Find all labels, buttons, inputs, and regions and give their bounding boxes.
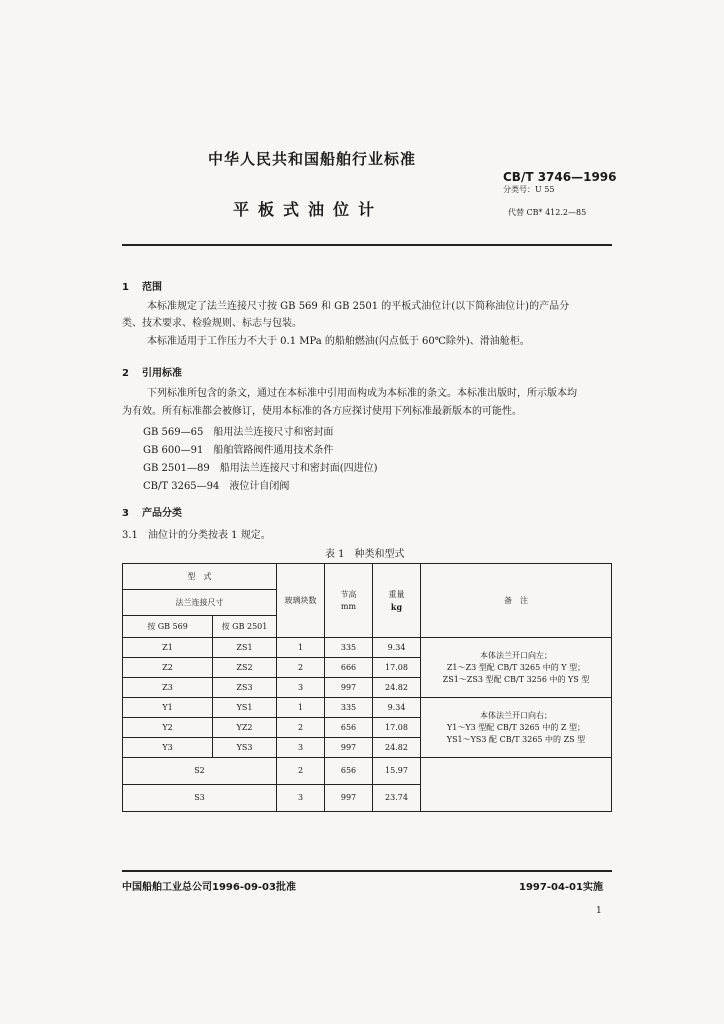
paragraph: 为有效。所有标准都会被修订，使用本标准的各方应探讨使用下列标准最新版本的可能性。 xyxy=(122,406,522,417)
cell-weight: 17.08 xyxy=(373,718,421,738)
pitch-unit: mm xyxy=(340,601,357,611)
cell-gb569: Y1 xyxy=(123,698,213,718)
cell-gb569: Y3 xyxy=(123,738,213,758)
weight-label: 重量 xyxy=(388,589,405,599)
header-notes: 备 注 xyxy=(421,564,612,638)
section-number: 2 xyxy=(122,368,129,379)
standard-code: CB/T 3746—1996 xyxy=(503,170,617,184)
cell-glass: 2 xyxy=(277,718,325,738)
cell-glass: 2 xyxy=(277,758,325,785)
paragraph: 下列标准所包含的条文，通过在本标准中引用而构成为本标准的条文。本标准出版时，所示版本均 xyxy=(147,388,577,399)
issuing-body: 中华人民共和国船舶行业标准 xyxy=(208,150,417,168)
table-row xyxy=(123,698,612,718)
effective-date: 1997-04-01实施 xyxy=(519,882,603,893)
section-title: 产品分类 xyxy=(142,508,182,519)
reference-item: CB/T 3265—94 液位计自闭阀 xyxy=(143,481,290,492)
cell-glass: 1 xyxy=(277,698,325,718)
cell-glass: 3 xyxy=(277,785,325,812)
header-divider xyxy=(122,244,612,246)
type-table xyxy=(122,563,612,812)
weight-unit: kg xyxy=(390,601,403,612)
cell-weight: 17.08 xyxy=(373,658,421,678)
section-2-heading xyxy=(122,364,182,379)
cell-gb2501: ZS2 xyxy=(213,658,277,678)
header-gb569: 按 GB 569 xyxy=(123,616,213,638)
cell-glass: 3 xyxy=(277,738,325,758)
cell-gb2501: ZS1 xyxy=(213,638,277,658)
footer-divider xyxy=(122,870,612,872)
section-number: 1 xyxy=(122,282,129,293)
section-3-heading xyxy=(122,504,182,519)
cell-pitch: 997 xyxy=(325,738,373,758)
cell-weight: 23.74 xyxy=(373,785,421,812)
header-glass-count: 玻璃块数 xyxy=(277,564,325,638)
paragraph: 本标准适用于工作压力不大于 0.1 MPa 的船舶燃油(闪点低于 60℃除外)、滑油舱柜。 xyxy=(147,336,530,347)
note-line: Y1～Y3 型配 CB/T 3265 中的 Z 型； xyxy=(447,722,585,732)
header-type: 型 式 xyxy=(123,564,277,590)
table-row xyxy=(123,638,612,658)
cell-weight: 9.34 xyxy=(373,638,421,658)
paragraph: 本标准规定了法兰连接尺寸按 GB 569 和 GB 2501 的平板式油位计(以下简称油位计)的产品分 xyxy=(147,301,570,312)
clause-3-1 xyxy=(122,528,271,543)
cell-pitch: 335 xyxy=(325,698,373,718)
cell-gb569: Y2 xyxy=(123,718,213,738)
cell-glass: 3 xyxy=(277,678,325,698)
cell-pitch: 656 xyxy=(325,758,373,785)
header-gb2501: 按 GB 2501 xyxy=(213,616,277,638)
reference-item: GB 2501—89 船用法兰连接尺寸和密封面(四进位) xyxy=(143,463,378,474)
clause-number: 3.1 xyxy=(122,530,138,541)
cell-weight: 9.34 xyxy=(373,698,421,718)
classification-number: 分类号：U 55 xyxy=(503,185,555,194)
pitch-label: 节高 xyxy=(340,589,357,599)
clause-text: 油位计的分类按表 1 规定。 xyxy=(148,530,271,541)
cell-weight: 24.82 xyxy=(373,738,421,758)
replaces-standard: 代替 CB* 412.2—85 xyxy=(508,208,587,217)
cell-pitch: 666 xyxy=(325,658,373,678)
cell-pitch: 997 xyxy=(325,678,373,698)
note-right-opening xyxy=(421,698,612,758)
cell-gb569: Z3 xyxy=(123,678,213,698)
note-line: YS1～YS3 配 CB/T 3265 中的 ZS 型 xyxy=(446,734,586,744)
cell-gb2501: YS3 xyxy=(213,738,277,758)
cell-pitch: 335 xyxy=(325,638,373,658)
reference-item: GB 569—65 船用法兰连接尺寸和密封面 xyxy=(143,427,334,438)
cell-model-merged: S2 xyxy=(123,758,277,785)
header-weight xyxy=(373,564,421,638)
paragraph: 类、技术要求、检验规则、标志与包装。 xyxy=(122,318,302,329)
section-number: 3 xyxy=(122,508,129,519)
note-line: 本体法兰开口向左； xyxy=(480,650,552,660)
note-empty xyxy=(421,758,612,812)
reference-item: GB 600—91 船舶管路阀件通用技术条件 xyxy=(143,445,334,456)
cell-gb569: Z1 xyxy=(123,638,213,658)
note-line: ZS1～ZS3 型配 CB/T 3256 中的 YS 型 xyxy=(442,674,590,684)
section-title: 范围 xyxy=(142,282,162,293)
cell-gb2501: ZS3 xyxy=(213,678,277,698)
cell-glass: 1 xyxy=(277,638,325,658)
cell-weight: 24.82 xyxy=(373,678,421,698)
table-row xyxy=(123,758,612,785)
standard-title: 平板式油位计 xyxy=(233,200,384,219)
approval-line: 中国船舶工业总公司1996-09-03批准 xyxy=(122,882,296,893)
cell-gb569: Z2 xyxy=(123,658,213,678)
cell-glass: 2 xyxy=(277,658,325,678)
cell-gb2501: YZ2 xyxy=(213,718,277,738)
section-1-heading xyxy=(122,278,162,293)
cell-pitch: 997 xyxy=(325,785,373,812)
note-line: Z1～Z3 型配 CB/T 3265 中的 Y 型； xyxy=(446,662,586,672)
cell-pitch: 656 xyxy=(325,718,373,738)
header-pitch xyxy=(325,564,373,638)
note-left-opening xyxy=(421,638,612,698)
cell-gb2501: YS1 xyxy=(213,698,277,718)
header-flange: 法兰连接尺寸 xyxy=(123,590,277,616)
cell-model-merged: S3 xyxy=(123,785,277,812)
note-line: 本体法兰开口向右； xyxy=(480,710,552,720)
table-caption: 表 1 种类和型式 xyxy=(325,549,405,560)
cell-weight: 15.97 xyxy=(373,758,421,785)
section-title: 引用标准 xyxy=(142,368,182,379)
page-number: 1 xyxy=(596,906,602,916)
